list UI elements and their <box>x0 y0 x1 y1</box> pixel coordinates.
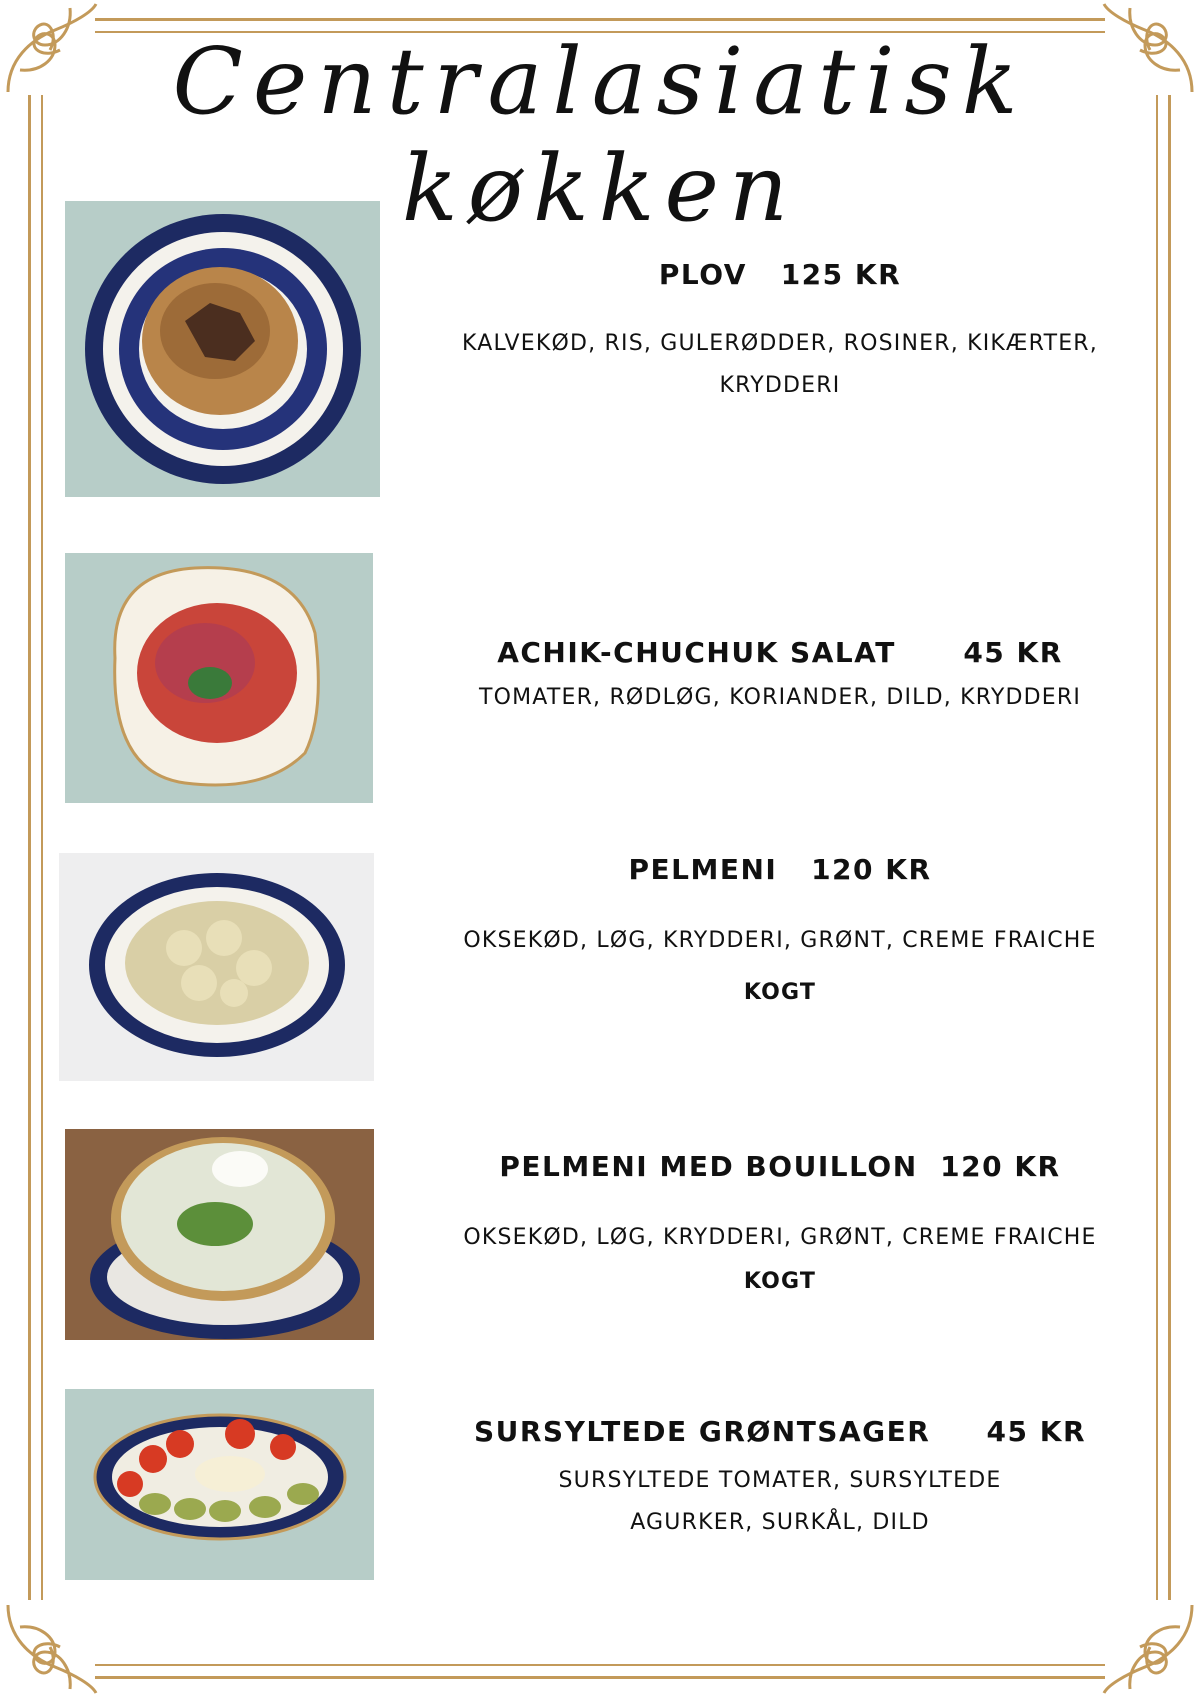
menu-item-name: PLOV <box>658 258 747 291</box>
menu-item-price: 45 KR <box>963 636 1063 669</box>
frame-left-line-inner <box>41 95 43 1600</box>
frame-top-line-outer <box>95 18 1105 21</box>
pelmeni-soup-photo-icon <box>65 1129 374 1340</box>
menu-item-title <box>410 258 1150 291</box>
menu-item-description: OKSEKØD, LØG, KRYDDERI, GRØNT, CREME FRAICHE <box>463 1225 1097 1250</box>
corner-ornament-bottom-right-icon <box>1100 1597 1200 1697</box>
menu-item-description: SURSYLTEDE TOMATER, SURSYLTEDE AGURKER, SURKÅL, DILD <box>558 1468 1002 1535</box>
menu-item-title <box>410 636 1150 669</box>
pickles-dish-photo-icon <box>65 1389 374 1580</box>
frame-bottom-line-outer <box>95 1676 1105 1679</box>
menu-item-price: 120 KR <box>940 1150 1061 1183</box>
menu-item-title <box>410 853 1150 886</box>
menu-item-pelmeni <box>410 853 1150 1005</box>
menu-item-description: OKSEKØD, LØG, KRYDDERI, GRØNT, CREME FRAICHE <box>463 928 1097 953</box>
menu-item-name: SURSYLTEDE GRØNTSAGER <box>473 1415 931 1448</box>
menu-item-price: 120 KR <box>811 853 932 886</box>
menu-item-price: 125 KR <box>780 258 902 291</box>
salad-dish-photo-icon <box>65 553 373 803</box>
menu-item-achik-chuchuk <box>410 636 1150 719</box>
menu-item-description: TOMATER, RØDLØG, KORIANDER, DILD, KRYDDERI <box>478 685 1082 710</box>
menu-item-description: KALVEKØD, RIS, GULERØDDER, ROSINER, KIKÆRTER, KRYDDERI <box>461 331 1098 398</box>
menu-item-title <box>410 1415 1150 1448</box>
frame-left-line-outer <box>28 95 31 1600</box>
menu-item-price: 45 KR <box>986 1415 1087 1448</box>
menu-item-plov <box>410 258 1150 407</box>
frame-bottom-line-inner <box>95 1664 1105 1666</box>
pelmeni-dish-photo-icon <box>59 853 374 1081</box>
frame-right-line-inner <box>1156 95 1158 1600</box>
page-title: Centralasiatisk køkken <box>172 28 1028 242</box>
menu-item-name: PELMENI <box>628 853 778 886</box>
frame-right-line-outer <box>1168 95 1171 1600</box>
corner-ornament-bottom-left-icon <box>0 1597 100 1697</box>
menu-item-sursyltede-grontsager <box>410 1415 1150 1544</box>
plov-dish-photo-icon <box>65 201 380 497</box>
menu-item-pelmeni-med-bouillon <box>410 1150 1150 1294</box>
menu-item-name: PELMENI MED BOUILLON <box>499 1150 918 1183</box>
menu-item-note: KOGT <box>743 1269 817 1294</box>
menu-item-name: ACHIK-CHUCHUK SALAT <box>497 636 896 669</box>
menu-item-title <box>410 1150 1150 1183</box>
menu-item-note: KOGT <box>743 980 817 1005</box>
